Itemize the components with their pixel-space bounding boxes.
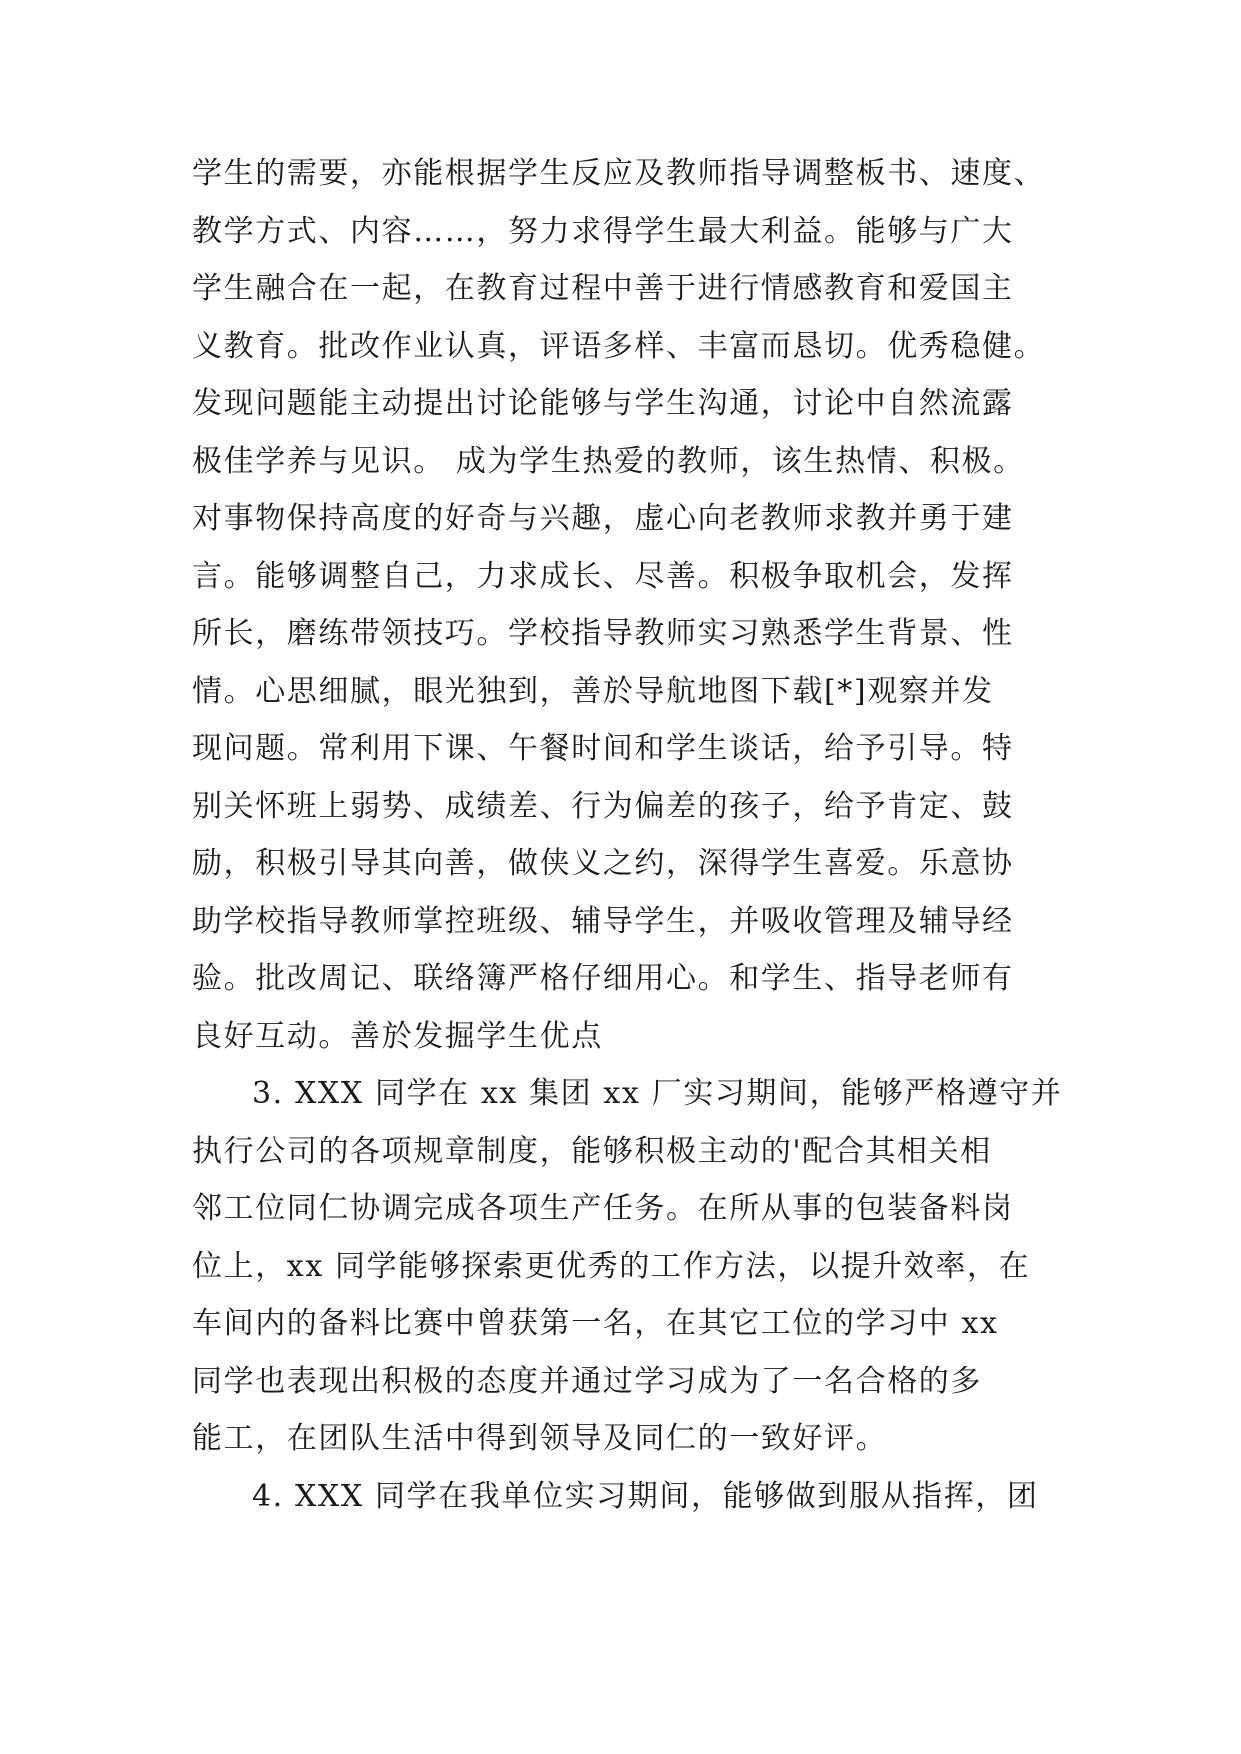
text-line: 义教育。批改作业认真，评语多样、丰富而恳切。优秀稳健。 xyxy=(192,328,1046,364)
text-line: 别关怀班上弱势、成绩差、行为偏差的孩子，给予肯定、鼓 xyxy=(192,788,1014,824)
text-line: 极佳学养与见识。 成为学生热爱的教师，该生热情、积极。 xyxy=(192,443,1025,479)
text-line: 同学也表现出积极的态度并通过学习成为了一名合格的多 xyxy=(192,1363,982,1399)
text-line: 车间内的备料比赛中曾获第一名，在其它工位的学习中 xx xyxy=(192,1306,999,1341)
text-line: 学生的需要，亦能根据学生反应及教师指导调整板书、速度、 xyxy=(192,156,1046,191)
text-line: 验。批改周记、联络簿严格仔细用心。和学生、指导老师有 xyxy=(192,961,1014,996)
text-line: 对事物保持高度的好奇与兴趣，虚心向老教师求教并勇于建 xyxy=(192,501,1014,536)
text-line: 励，积极引导其向善，做侠义之约，深得学生喜爱。乐意协 xyxy=(192,846,1014,881)
text-line: 助学校指导教师掌控班级、辅导学生，并吸收管理及辅导经 xyxy=(192,903,1014,939)
text-line: 学生融合在一起，在教育过程中善于进行情感教育和爱国主 xyxy=(192,271,1014,306)
text-line: 情。心思细腻，眼光独到，善於导航地图下载[*]观察并发 xyxy=(192,673,994,709)
text-line: 教学方式、内容……，努力求得学生最大利益。能够与广大 xyxy=(192,213,1014,249)
text-line: 所长，磨练带领技巧。学校指导教师实习熟悉学生背景、性 xyxy=(192,616,1014,651)
text-line: 执行公司的各项规章制度，能够积极主动的'配合其相关相 xyxy=(192,1133,992,1169)
text-line: 良好互动。善於发掘学生优点 xyxy=(192,1018,603,1054)
paragraph-3-start: 3. XXX 同学在 xx 集团 xx 厂实习期间，能够严格遵守并 xyxy=(252,1076,1063,1111)
text-line: 言。能够调整自己，力求成长、尽善。积极争取机会，发挥 xyxy=(192,558,1014,594)
text-line: 发现问题能主动提出讨论能够与学生沟通，讨论中自然流露 xyxy=(192,386,1014,421)
document-body xyxy=(192,145,1062,1525)
text-line: 能工，在团队生活中得到领导及同仁的一致好评。 xyxy=(192,1421,888,1456)
text-line: 位上，xx 同学能够探索更优秀的工作方法，以提升效率，在 xyxy=(192,1248,1031,1284)
text-line: 邻工位同仁协调完成各项生产任务。在所从事的包装备料岗 xyxy=(192,1191,1014,1226)
text-line: 现问题。常利用下课、午餐时间和学生谈话，给予引导。特 xyxy=(192,731,1014,766)
paragraph-4-start: 4. XXX 同学在我单位实习期间，能够做到服从指挥，团 xyxy=(252,1478,1039,1514)
